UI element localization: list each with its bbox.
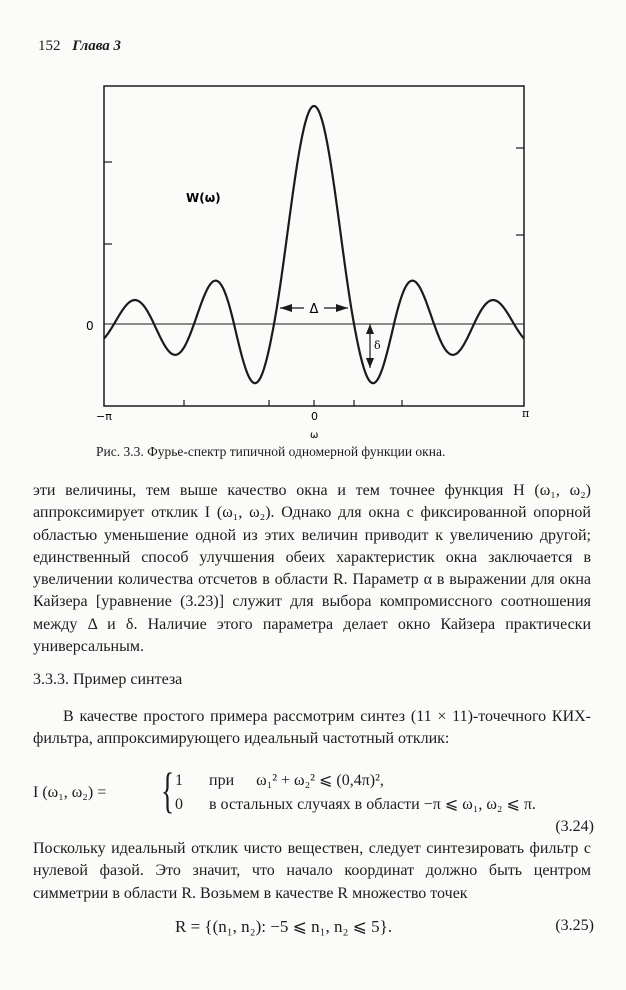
case-1-value: 1 xyxy=(175,772,183,789)
equation-3-24 xyxy=(30,762,595,818)
delta-arrowhead-right xyxy=(336,304,348,312)
case-2-value: 0 xyxy=(175,796,183,813)
x-axis-label: ω xyxy=(310,430,319,441)
case-1-condition: ω₁² + ω₂² ⩽ (0,4π)², xyxy=(256,772,384,789)
chapter-title: Глава 3 xyxy=(72,38,122,54)
page-number: 152 xyxy=(38,38,61,54)
y-zero-label: 0 xyxy=(86,319,94,333)
section-title: 3.3.3. Пример синтеза xyxy=(33,671,183,688)
paragraph-1: эти величины, тем выше качество окна и тем точнее функция H (ω₁, ω₂) аппроксимирует отклик I (ω₁, ω₂). Однако для окна с фиксированной опорной областью уменьшение одной из этих величин приводит к увеличению другой; единственный способ улучшения обеих характеристик окна заключается в увеличении количества отсчетов в области R. Параметр α в выражении для окна Кайзера [уравнение (3.23)] служит для выбора компромиссного соотношения между Δ и δ. Наличие этого параметра делает окно Кайзера практически универсальным. xyxy=(33,482,591,656)
case-1-word: при xyxy=(209,772,235,789)
plot-frame xyxy=(104,86,524,406)
delta-arrowhead-left xyxy=(280,304,292,312)
small-delta-label: δ xyxy=(374,339,381,352)
small-delta-arrowhead-top xyxy=(366,324,374,334)
equation-number-3-25: (3.25) xyxy=(555,917,594,934)
equation-number-3-24: (3.24) xyxy=(555,818,594,835)
equation-lhs: I (ω₁, ω₂) = xyxy=(33,784,107,801)
case-2-text: в остальных случаях в области −π ⩽ ω₁, ω₂ ⩽ π. xyxy=(209,796,536,813)
case-2 xyxy=(175,794,536,814)
window-spectrum-curve xyxy=(104,106,524,383)
running-header xyxy=(38,38,121,55)
x-left-label: −π xyxy=(96,410,112,423)
small-delta-arrowhead-bottom xyxy=(366,358,374,368)
x-mid-label: 0 xyxy=(311,410,318,423)
equation-3-25: R = {(n₁, n₂): −5 ⩽ n₁, n₂ ⩽ 5}. xyxy=(175,917,393,936)
x-right-label: π xyxy=(522,407,530,420)
figure-caption: Рис. 3.3. Фурье-спектр типичной одномерной функции окна. xyxy=(96,444,446,459)
paragraph-3: Поскольку идеальный отклик чисто веществен, следует синтезировать фильтр с нулевой фазой. Это значит, что начало координат должно быть центром симметрии в области R. Возьмем в качестве R множество точек xyxy=(33,840,591,902)
delta-label: Δ xyxy=(309,302,319,317)
w-omega-label: W(ω) xyxy=(186,191,221,205)
window-spectrum-figure xyxy=(84,78,554,450)
paragraph-2: В качестве простого примера рассмотрим синтез (11 × 11)-точечного КИХ-фильтра, аппроксимирующего идеальный частотный отклик: xyxy=(33,708,591,748)
cases-brace: { xyxy=(161,762,175,818)
case-1 xyxy=(175,770,384,790)
